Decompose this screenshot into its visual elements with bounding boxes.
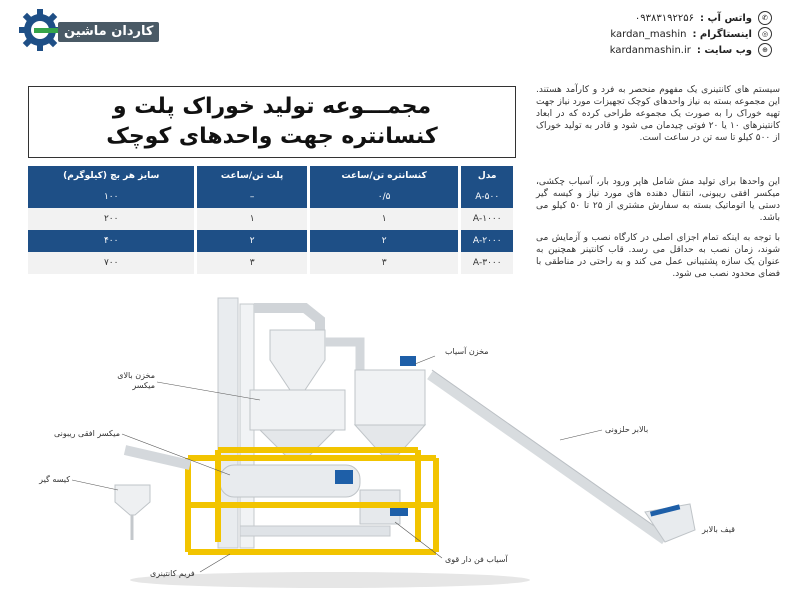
label-top-hopper: قیف بالابر [702, 525, 735, 534]
label-bagger: کیسه گیر [39, 475, 70, 484]
table-row [28, 230, 515, 252]
screw-conveyor-edge [432, 370, 667, 535]
label-mixer-top-tank: مخزن بالای [117, 371, 155, 380]
company-logo [18, 8, 193, 52]
globe-icon: ⊕ [758, 43, 772, 57]
label-leader [200, 554, 230, 572]
contact-info [512, 10, 772, 58]
column-header: سایز هر بچ (کیلوگرم) [28, 166, 196, 186]
table-cell: ۵۰۰-A [460, 186, 515, 208]
table-row [28, 208, 515, 230]
label-leader [72, 480, 118, 490]
table-cell: – [196, 186, 308, 208]
table-cell: ۳ [308, 252, 460, 274]
gear-logo-icon [18, 8, 62, 52]
table-row [28, 252, 515, 274]
contact-label: اینستاگرام : [692, 28, 752, 40]
description-paragraph: سیستم های کانتینری یک مفهوم منحصر به فرد و کارآمد هستند. این مجموعه بسته به نیاز واحدهای کوچک تجهیزات مورد نیاز جهت تهیه خوراک را به صورت یک مجموعه طراحی کرده که در ابعاد کانتینرهای ۱۰ یا ۲۰ فوتی چیدمان می شود و قادر به تولید خوراک از ۵۰۰ کیلو تا سه تن در ساعت است. [536, 85, 781, 143]
table-cell: ۲۰۰ [28, 208, 196, 230]
table-cell: ۳ [196, 252, 308, 274]
table-cell: ۱۰۰۰-A [460, 208, 515, 230]
label-mill-tank: مخزن آسیاب [445, 347, 489, 356]
contact-value: kardan_mashin [610, 28, 687, 40]
label-leader [560, 430, 602, 440]
whatsapp-icon: ✆ [758, 11, 772, 25]
bagger [115, 485, 150, 515]
brand-name: کاردان ماشین [58, 22, 159, 42]
page-title [28, 86, 516, 158]
bagger-chute [125, 450, 190, 465]
cyclone [270, 330, 325, 390]
mill-tank [355, 370, 425, 425]
machine-illustration [39, 290, 735, 590]
mixer-motor [335, 470, 353, 484]
screw-conveyor [430, 375, 665, 540]
contact-whatsapp [512, 10, 772, 26]
table-cell: ۴۰۰ [28, 230, 196, 252]
label-ribbon-mixer: میکسر افقی ریبونی [53, 429, 120, 438]
table-cell: ۱ [196, 208, 308, 230]
column-header: مدل [460, 166, 515, 186]
label-screw-conveyor: بالابر حلزونی [605, 425, 649, 434]
table-header-row [28, 166, 515, 186]
pipe [325, 342, 360, 370]
table-cell: ۳۰۰۰-A [460, 252, 515, 274]
contact-label: وب سایت : [696, 44, 752, 56]
table-cell: ۱ [308, 208, 460, 230]
title-line-1: مجمـــوعه تولید خوراک پلت و [112, 94, 432, 119]
contact-instagram [512, 26, 772, 42]
table-cell: ۷۰۰ [28, 252, 196, 274]
spec-table [28, 166, 516, 274]
table-cell: ۰/۵ [308, 186, 460, 208]
table-row [28, 186, 515, 208]
contact-label: واتس آپ : [700, 12, 752, 24]
contact-value: ۰۹۳۸۳۱۹۲۲۵۶ [634, 12, 695, 24]
column-header: کنسانتره تن/ساعت [308, 166, 460, 186]
mixer-top-tank [250, 390, 345, 430]
table-cell: ۲ [308, 230, 460, 252]
instagram-icon: ◎ [758, 27, 772, 41]
label-mixer-top-tank-2: میکسر [132, 381, 155, 390]
table-cell: ۲۰۰۰-A [460, 230, 515, 252]
label-container-frame: فریم کانتینری [150, 569, 195, 578]
base-platform [240, 526, 390, 536]
description-paragraph: با توجه به اینکه تمام اجزای اصلی در کارگاه نصب و آزمایش می شوند، زمان نصب به حداقل می رسد. قاب کانتینر همچنین به عنوان یک سازه پشتیبانی عمل می کند و به راحتی در مناطقی با فضای محدود نصب می شود. [536, 233, 780, 279]
label-hammer-mill: آسیاب فن دار قوی [445, 555, 508, 564]
label-leader [415, 356, 435, 364]
description-paragraph: این واحدها برای تولید مش شامل هاپر ورود بار، آسیاب چکشی، میکسر افقی ریبونی، انتقال دهنده های مورد نیاز و کیسه گیر دستی یا اتوماتیک بسته به سفارش مشتری از ۲۵ تا ۵۰ کیلو می باشد. [536, 177, 781, 223]
table-cell: ۲ [196, 230, 308, 252]
title-line-2: کنسانتره جهت واحدهای کوچک [106, 124, 438, 149]
contact-website [512, 42, 772, 58]
table-cell: ۱۰۰ [28, 186, 196, 208]
column-header: پلت تن/ساعت [196, 166, 308, 186]
motor-blue [400, 356, 416, 366]
contact-value: kardanmashin.ir [609, 44, 691, 56]
